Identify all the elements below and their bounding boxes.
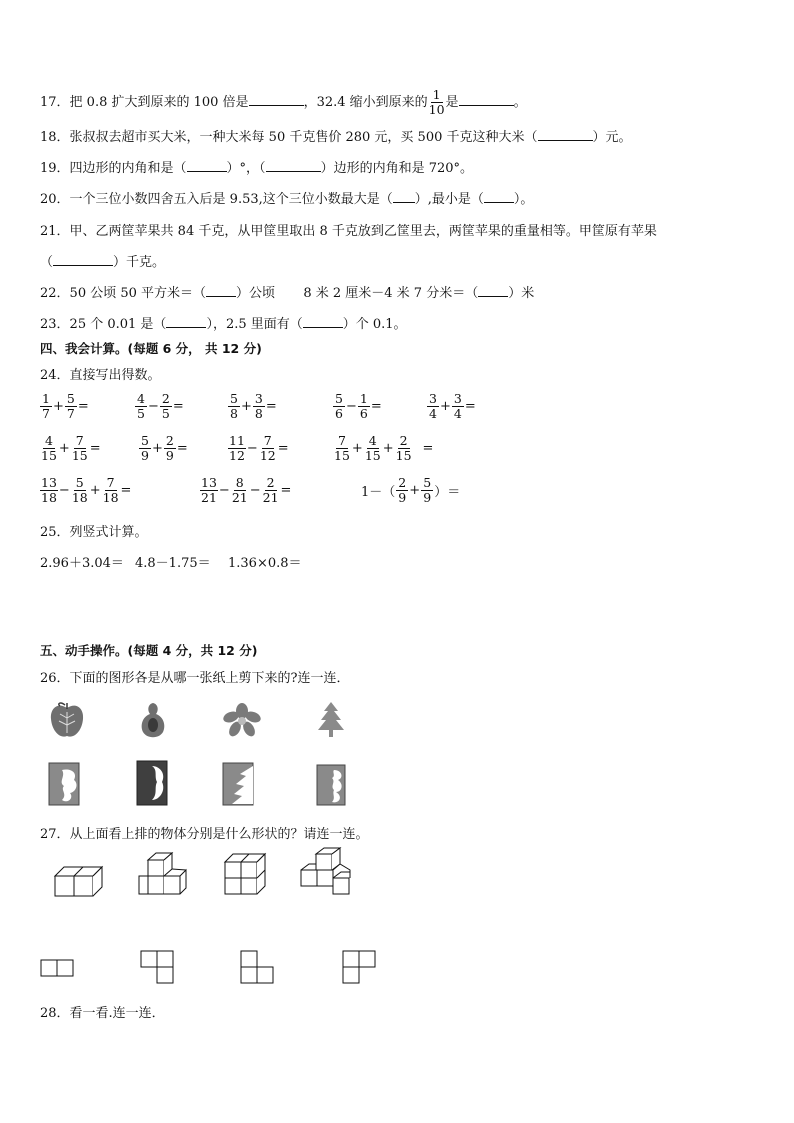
q22b-text-end: ）米 [508,286,535,301]
q17-text-lead: 17．把 0.8 扩大到原来的 100 倍是 [40,95,249,110]
q20-line [40,188,533,207]
top-view-2[interactable] [140,950,176,986]
gourd-icon[interactable] [138,698,168,740]
q24-item-12: 1－（ $\frac{2}{9}$ + $\frac{5}{9}$ ）＝ [361,475,461,505]
top-view-3[interactable] [240,950,276,986]
section-4-heading: 四、我会计算。(每题 6 分， 共 12 分) [40,341,262,356]
q21-text-lead: （ [40,255,54,270]
q17-text-mid: ，32.4 缩小到原来的 [303,95,428,110]
q24-item-6: $\frac{4}{15}$ + $\frac{7}{15}$ = [41,433,101,463]
paper-sheet-2[interactable] [136,760,168,806]
q17-text-end: 。 [513,95,527,110]
q23-blank-1[interactable] [166,315,206,328]
q25-title: 25．列竖式计算。 [40,525,148,540]
q23-text-end: ）个 0.1。 [342,317,407,332]
q22b-text-lead: 8 米 2 厘米－4 米 7 分米＝（ [303,286,479,301]
q24-item-9: $\frac{7}{15}$ + $\frac{4}{15}$ + $\frac{2}{15}$ = [334,433,434,463]
q20-text-mid: ）,最小是（ [414,192,484,207]
top-view-4[interactable] [342,950,378,986]
q28-title: 28．看一看.连一连． [40,1006,165,1021]
q23-line [40,313,407,332]
q24-item-1: $\frac{1}{7}$ + $\frac{5}{7}$ = [40,392,90,421]
q20-blank-2[interactable] [484,190,514,203]
flower-icon[interactable] [222,702,262,738]
q18-blank[interactable] [538,128,593,141]
q18-text-end: ）元。 [592,130,632,145]
q21-text: 21．甲、乙两筐苹果共 84 千克，从甲筐里取出 8 千克放到乙筐里去，两筐苹果的重量相等。甲筐原有苹果 [40,224,657,239]
paper-sheet-1[interactable] [48,762,80,806]
q24-item-8: $\frac{11}{12}$ − $\frac{7}{12}$ = [229,433,289,463]
tree-icon[interactable] [314,700,348,740]
q21-line-1 [40,220,657,239]
q17-fraction: $\frac{1}{10}$ [428,87,445,117]
q24-title: 24．直接写出得数。 [40,368,161,383]
cube-stack-1[interactable] [52,862,106,900]
q24-item-7: $\frac{5}{9}$ + $\frac{2}{9}$ = [139,434,189,463]
q26-title: 26．下面的图形各是从哪一张纸上剪下来的?连一连． [40,671,350,686]
q24-item-3: $\frac{5}{8}$ + $\frac{3}{8}$ = [228,392,278,421]
q17-line [40,88,527,117]
q17-blank-1[interactable] [249,93,304,106]
q22a-text-end: ）公顷 [236,286,276,301]
q17-text-tail: 是 [445,95,459,110]
q17-blank-2[interactable] [459,93,514,106]
q20-text-end: ）。 [513,192,534,207]
cube-stack-4[interactable] [298,846,354,900]
q22-blank-1[interactable] [206,284,236,297]
q24-item-5: $\frac{3}{4}$ + $\frac{3}{4}$ = [427,392,477,421]
top-view-1[interactable] [40,958,76,978]
q18-line [40,126,632,145]
q22-line [40,282,534,301]
paper-sheet-3[interactable] [222,762,254,806]
q24-item-2: $\frac{4}{5}$ − $\frac{2}{5}$ = [135,392,185,421]
q23-blank-2[interactable] [303,315,343,328]
q20-blank-1[interactable] [393,190,415,203]
q19-text-end: ）边形的内角和是 720°。 [320,161,474,176]
q25-item-1: 2.96＋3.04＝ [40,556,124,571]
paper-sheet-4[interactable] [316,764,346,806]
q25-item-3: 1.36×0.8＝ [228,556,302,571]
q25-item-2: 4.8－1.75＝ [135,556,211,571]
q27-title: 27．从上面看上排的物体分别是什么形状的？请连一连。 [40,827,369,842]
q24-item-10: $\frac{13}{18}$ − $\frac{5}{18}$ + $\frac{7}{18}$ = [41,475,132,505]
q20-text-lead: 20．一个三位小数四舍五入后是 9.53,这个三位小数最大是（ [40,192,393,207]
q19-text-mid: ）°，（ [226,161,266,176]
q23-text-mid: ），2.5 里面有（ [206,317,303,332]
cube-stack-3[interactable] [222,852,268,900]
q21-line-2 [40,251,165,270]
q24-item-4: $\frac{5}{6}$ − $\frac{1}{6}$ = [333,392,383,421]
apple-icon[interactable] [48,700,86,740]
q23-text-lead: 23．25 个 0.01 是（ [40,317,167,332]
q22-blank-2[interactable] [478,284,508,297]
q19-blank-1[interactable] [187,159,227,172]
q24-item-11: $\frac{13}{21}$ − $\frac{8}{21}$ − $\frac{2}{21}$ = [201,475,292,505]
q18-text: 18．张叔叔去超市买大米，一种大米每 50 千克售价 280 元，买 500 千克这种大米（ [40,130,538,145]
section-5-heading: 五、动手操作。(每题 4 分，共 12 分) [40,643,258,658]
q22a-text-lead: 22．50 公顷 50 平方米＝（ [40,286,207,301]
q19-text-lead: 19．四边形的内角和是（ [40,161,187,176]
q21-blank[interactable] [53,253,113,266]
cube-stack-2[interactable] [136,852,190,898]
q19-line [40,157,473,176]
q19-blank-2[interactable] [266,159,321,172]
q21-text-end: ）千克。 [113,255,166,270]
